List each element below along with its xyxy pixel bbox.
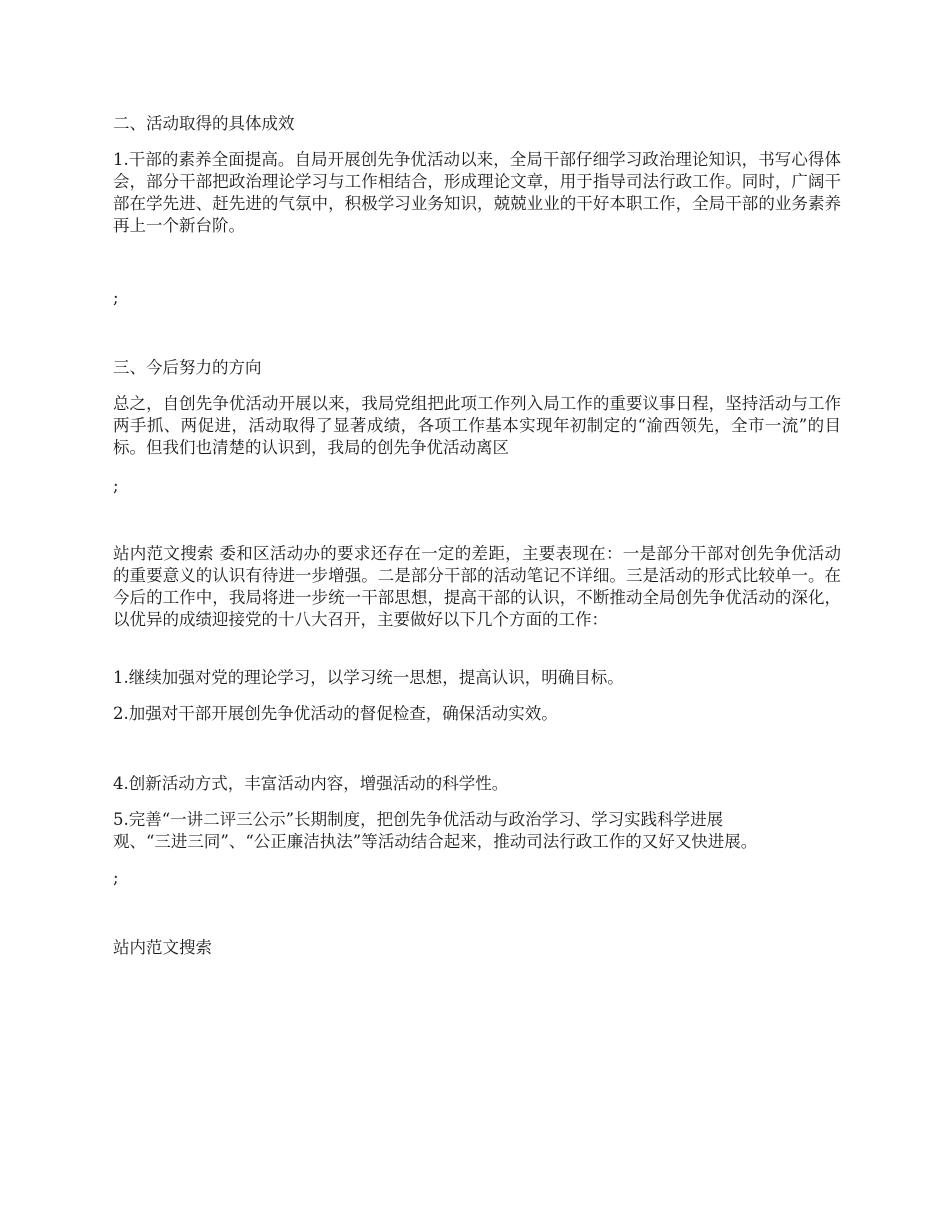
list-item-4: 4.创新活动方式，丰富活动内容，增强活动的科学性。 <box>113 774 509 793</box>
list-item-5-line-1: 5.完善“一讲二评三公示”长期制度，把创先争优活动与政治学习、学习实践科学进展 <box>113 810 724 829</box>
list-item-2: 2.加强对干部开展创先争优活动的督促检查，确保活动实效。 <box>113 704 558 723</box>
paragraph-shortcomings: 站内范文搜索 委和区活动办的要求还存在一定的差距，主要表现在：一是部分干部对创先争优活动的重要意义的认识有待进一步增强。二是部分干部的活动笔记不详细。三是活动的形式比较单一。在今后的工作中，我局将进一步统一干部思想，提高干部的认识，不断推动全局创先争优活动的深化，以优异的成绩迎接党的十八大召开，主要做好以下几个方面的工作： <box>113 544 841 629</box>
paragraph-summary: 总之，自创先争优活动开展以来，我局党组把此项工作列入局工作的重要议事日程，坚持活动与工作两手抓、两促进，活动取得了显著成绩，各项工作基本实现年初制定的“渝西领先，全市一流”的目标。但我们也清楚的认识到，我局的创先争优活动离区 <box>113 394 841 457</box>
site-search-text: 站内范文搜索 <box>113 938 212 957</box>
section-heading-future-direction: 三、今后努力的方向 <box>113 358 262 377</box>
paragraph-cadre-quality: 1.干部的素养全面提高。自局开展创先争优活动以来，全局干部仔细学习政治理论知识，书写心得体会，部分干部把政治理论学习与工作相结合，形成理论文章，用于指导司法行政工作。同时，广阔干部在学先进、赶先进的气氛中，积极学习业务知识，兢兢业业的干好本职工作，全局干部的业务素养再上一个新台阶。 <box>113 150 841 235</box>
list-item-5-line-2: 观、“三进三同”、“公正廉洁执法”等活动结合起来，推动司法行政工作的又好又快进展。 <box>113 832 758 851</box>
separator-semicolon: ; <box>113 476 119 495</box>
section-heading-achievements: 二、活动取得的具体成效 <box>113 114 295 133</box>
separator-semicolon: ; <box>113 288 119 307</box>
list-item-1: 1.继续加强对党的理论学习，以学习统一思想，提高认识，明确目标。 <box>113 668 624 687</box>
separator-semicolon: ; <box>113 868 119 887</box>
